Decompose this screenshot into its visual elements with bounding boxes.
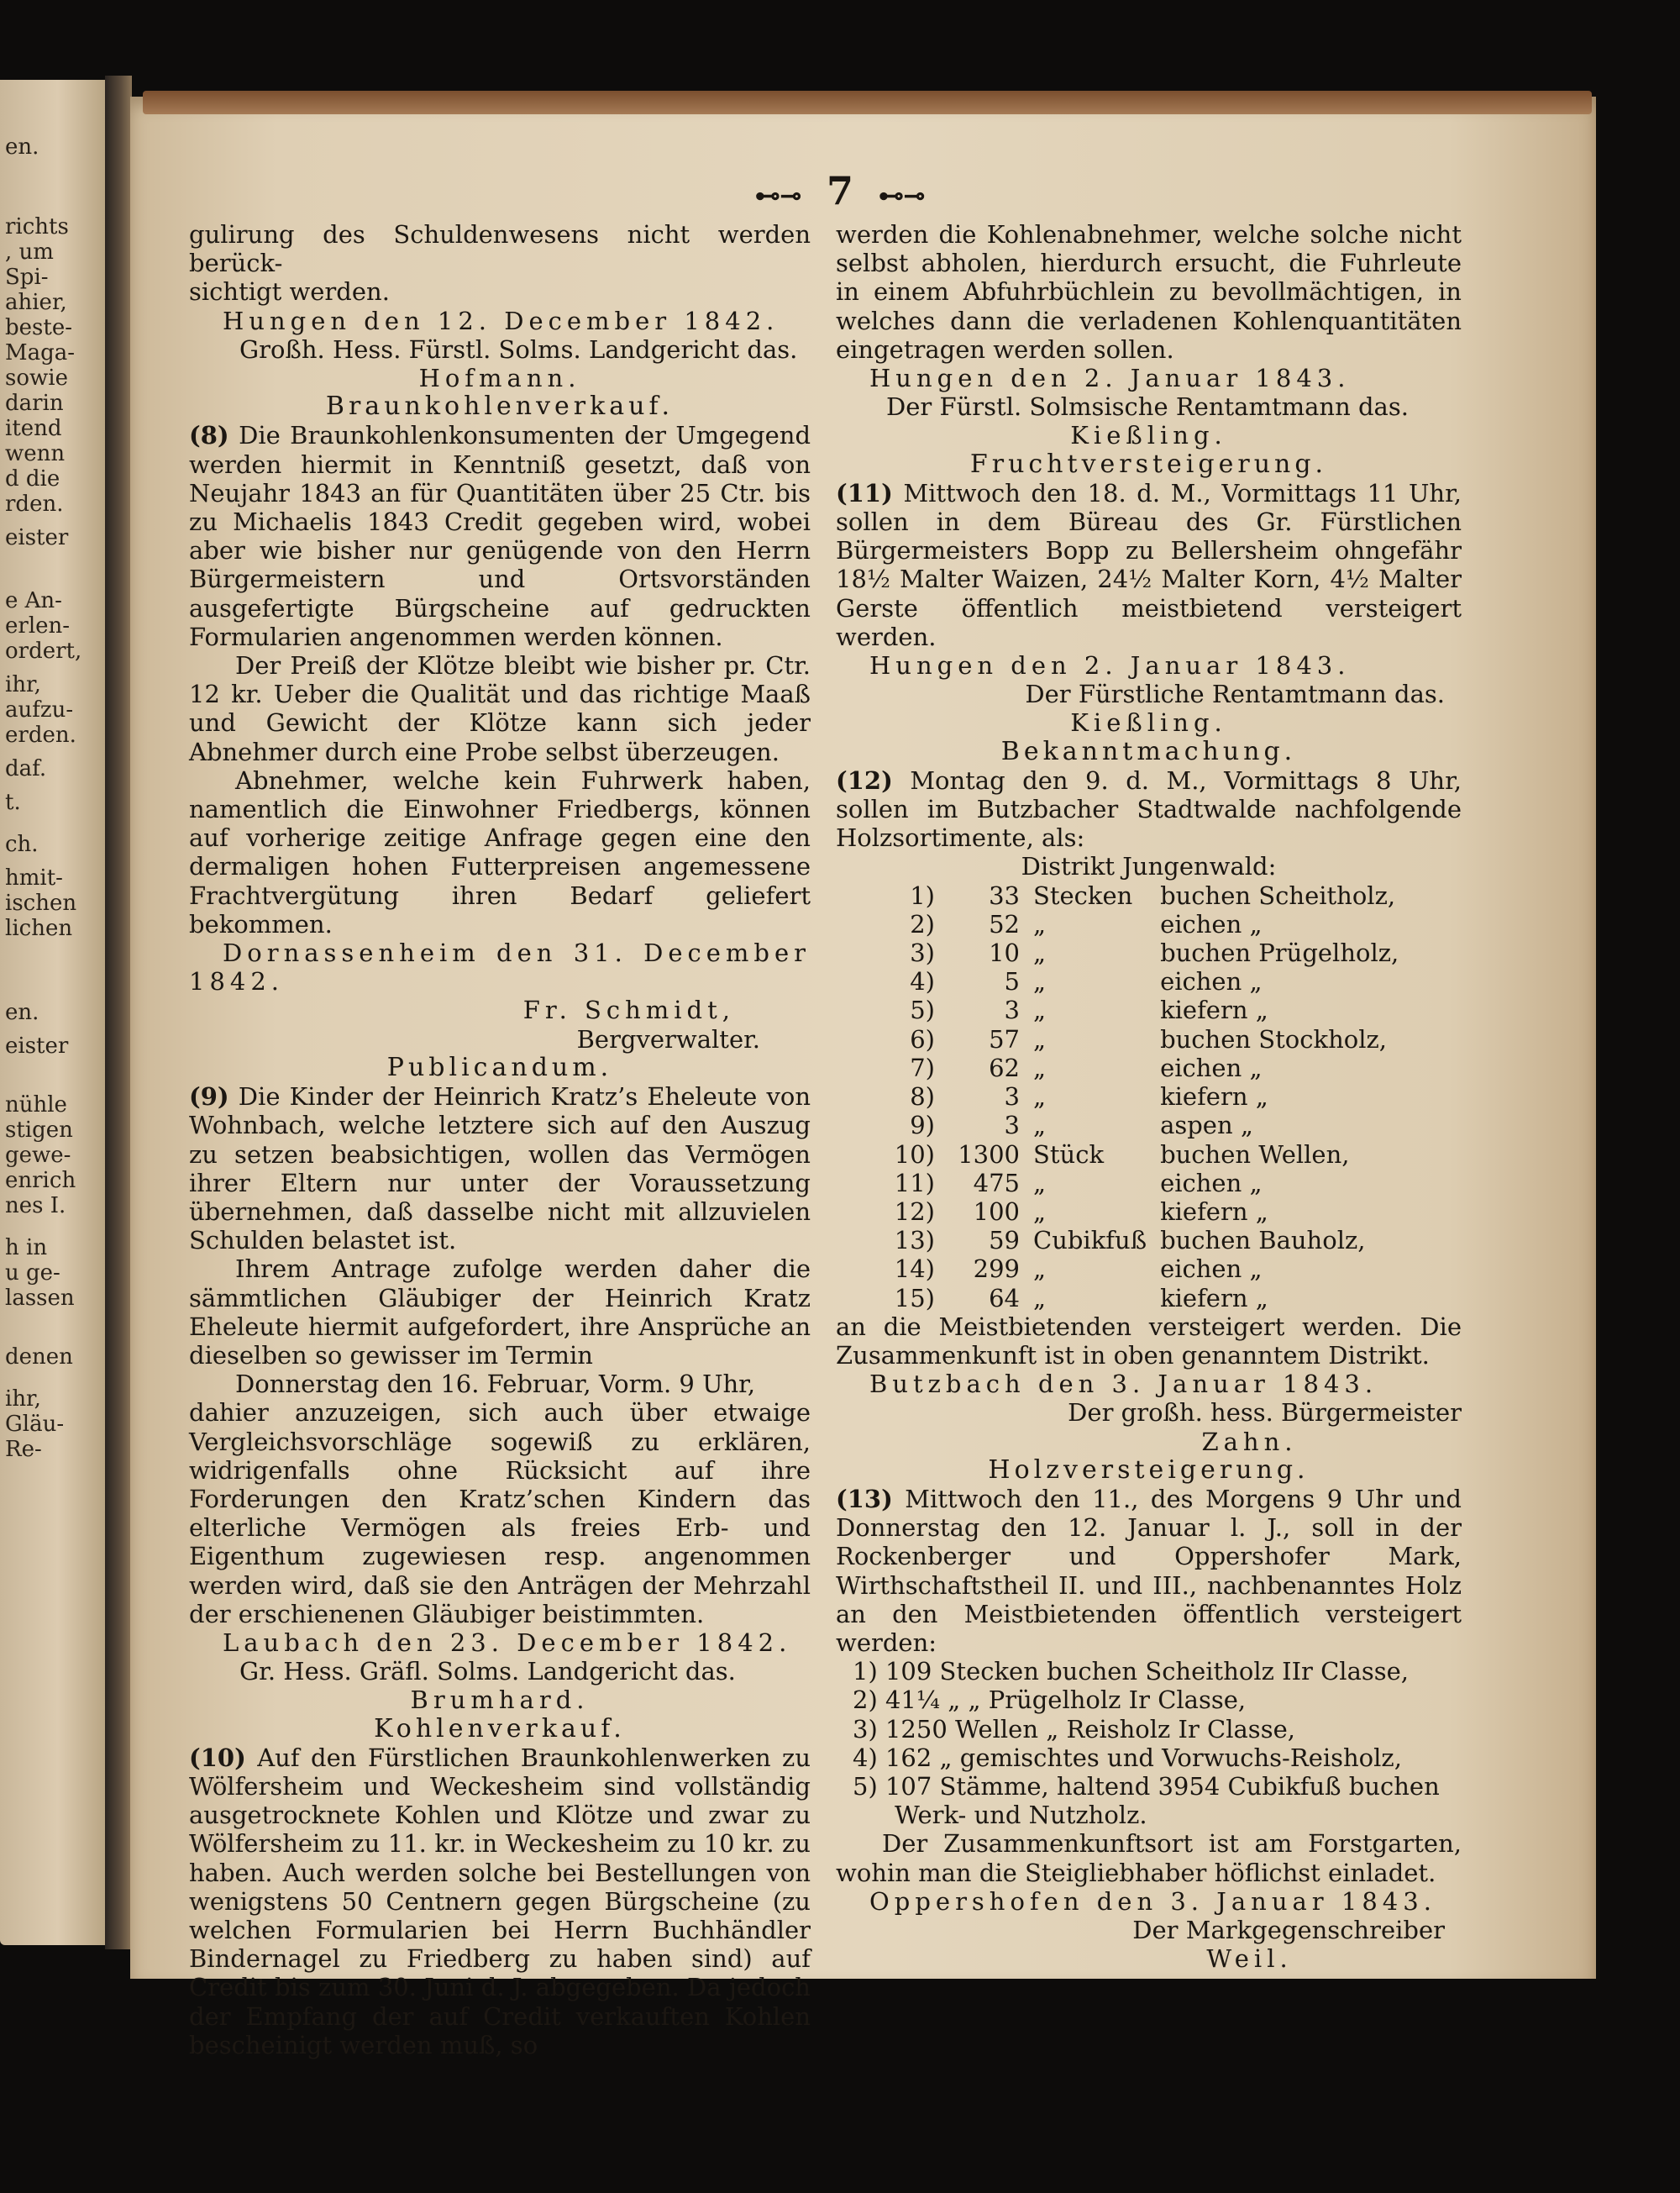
- notice-heading: Publicandum.: [386, 1052, 613, 1082]
- list-item: 5) 107 Stämme, haltend 3954 Cubikfuß buchen: [853, 1771, 1440, 1801]
- notice-place-date: Hungen den 12. December 1842.: [223, 306, 780, 335]
- margin-fragment: eister: [5, 525, 69, 550]
- lot-quantity: 1300: [958, 1139, 1020, 1169]
- table-row: [869, 967, 1405, 996]
- notice-text: Ihrem Antrage zufolge werden daher die sämmtlichen Gläubiger der Heinrich Kratz Eheleute hiermit aufgefordert, ihre Ansprüche an dieselben so gewisser im Termin: [189, 1254, 811, 1370]
- notice-body: [836, 479, 1462, 651]
- lot-unit: „: [1033, 909, 1047, 939]
- notice-text: Mittwoch den 11., des Morgens 9 Uhr und Donnerstag den 12. Januar l. J., soll in der Rockenberger und Oppershofer Mark, Wirthschaftstheil II. und III., nachbenanntes Holz an den Meistbietenden öffentlich versteigert werden:: [836, 1484, 1462, 1657]
- lot-unit: „: [1033, 1196, 1047, 1226]
- lot-wood-type: eichen „: [1160, 1053, 1263, 1082]
- margin-fragment: nühle: [5, 1092, 67, 1118]
- margin-fragment: d die: [5, 466, 60, 492]
- notice-authority: Großh. Hess. Fürstl. Solms. Landgericht das.: [239, 334, 798, 364]
- margin-fragment: nes I.: [5, 1193, 66, 1218]
- table-row: [869, 1226, 1405, 1254]
- notice-body: [836, 1485, 1462, 1657]
- notice-heading: Braunkohlenverkauf.: [325, 392, 675, 422]
- margin-fragment: gewe-: [5, 1143, 71, 1168]
- lot-number: 5): [910, 996, 935, 1025]
- lot-quantity: 64: [989, 1283, 1020, 1312]
- notice-body: [189, 421, 811, 651]
- notice-heading: Bekanntmachung.: [1000, 736, 1297, 766]
- margin-fragment: sowie: [5, 366, 68, 391]
- margin-fragment: beste-: [5, 315, 72, 340]
- lot-unit: „: [1033, 1053, 1047, 1082]
- notice-number: (8): [189, 421, 229, 450]
- notice-signer: Zahn.: [1201, 1427, 1298, 1456]
- notice-signer: Kießling.: [1070, 421, 1227, 450]
- lot-quantity: 3: [1004, 996, 1020, 1025]
- notice-number: (12): [836, 765, 893, 795]
- lot-unit: „: [1033, 1082, 1047, 1112]
- notice-place-date: Dornassenheim den 31. December 1842.: [189, 939, 811, 997]
- page-header: [0, 168, 1680, 213]
- notice-place-date: Laubach den 23. December 1842.: [223, 1628, 792, 1657]
- continued-text: werden die Kohlenabnehmer, welche solche nicht selbst abholen, hierdurch ersucht, die Fuhrleute in einem Abfuhrbüchlein zu bevollmächtigen, in welches dann die verladenen Kohlenquantitäten eingetragen werden sollen.: [836, 220, 1462, 364]
- wood-item-list: [853, 1657, 1462, 1829]
- table-row: [869, 996, 1405, 1024]
- table-row: [869, 1082, 1405, 1111]
- margin-fragment: e An-: [5, 588, 62, 613]
- margin-fragment: lichen: [5, 916, 73, 941]
- lot-number: 15): [894, 1283, 935, 1312]
- lot-number: 12): [894, 1196, 935, 1226]
- margin-fragment: Maga-: [5, 340, 76, 366]
- margin-fragment: enrich: [5, 1168, 76, 1193]
- lot-number: 7): [910, 1053, 935, 1082]
- table-row: [869, 1254, 1405, 1283]
- lot-number: 3): [910, 939, 935, 968]
- list-item-continued: Werk- und Nutzholz.: [895, 1801, 1147, 1830]
- lot-quantity: 10: [989, 939, 1020, 968]
- lot-unit: Stecken: [1033, 881, 1133, 910]
- table-row: [869, 1197, 1405, 1226]
- lot-unit: „: [1033, 939, 1047, 968]
- notice-place-date: Hungen den 2. Januar 1843.: [869, 364, 1351, 393]
- lot-number: 2): [910, 909, 935, 939]
- notice-number: (9): [189, 1082, 229, 1112]
- margin-fragment: Re-: [5, 1437, 42, 1462]
- notice-number: (11): [836, 478, 893, 507]
- notice-body: [189, 1743, 811, 2059]
- lot-unit: „: [1033, 996, 1047, 1025]
- list-item: 2) 41¼ „ „ Prügelholz Ir Classe,: [853, 1686, 1247, 1715]
- margin-fragment: ischen: [5, 891, 77, 916]
- margin-fragment: Spi-: [5, 265, 49, 290]
- margin-fragment: u ge-: [5, 1260, 60, 1286]
- continued-text-line: sichtigt werden.: [189, 277, 390, 307]
- notice-heading: Fruchtversteigerung.: [969, 449, 1328, 479]
- margin-fragment: t.: [5, 790, 21, 815]
- notice-text: Abnehmer, welche kein Fuhrwerk haben, namentlich die Einwohner Friedbergs, können auf vorherige zeitige Anfrage gegen eine den dermaligen hohen Futterpreisen angemessene Frachtvergütung ihren Bedarf geliefert bekommen.: [189, 765, 811, 939]
- notice-signer: Brumhard.: [410, 1686, 590, 1715]
- margin-fragment: richts: [5, 214, 69, 239]
- right-column: [836, 220, 1462, 1973]
- table-row: [869, 1169, 1405, 1197]
- lot-unit: Cubikfuß: [1033, 1226, 1147, 1255]
- margin-fragment: ahier,: [5, 290, 67, 315]
- table-row: [869, 939, 1405, 967]
- list-item: 4) 162 „ gemischtes und Vorwuchs-Reisholz,: [853, 1743, 1402, 1772]
- lot-unit: Stück: [1033, 1139, 1105, 1169]
- left-column: [189, 220, 811, 2059]
- lot-quantity: 5: [1004, 967, 1020, 997]
- list-item: 1) 109 Stecken buchen Scheitholz IIr Classe,: [853, 1657, 1410, 1686]
- notice-authority: Der Fürstliche Rentamtmann das.: [1025, 680, 1445, 709]
- lot-quantity: 57: [989, 1024, 1020, 1054]
- lot-number: 10): [894, 1139, 935, 1169]
- lot-number: 11): [894, 1168, 935, 1197]
- lot-quantity: 475: [973, 1168, 1020, 1197]
- district-name: Distrikt Jungenwald:: [1021, 852, 1277, 881]
- notice-signer: Hofmann.: [418, 364, 581, 393]
- margin-fragment: h in: [5, 1235, 48, 1260]
- margin-fragment: denen: [5, 1344, 73, 1370]
- lot-number: 4): [910, 967, 935, 997]
- lot-number: 14): [894, 1254, 935, 1284]
- page-number: 7: [826, 168, 853, 213]
- notice-authority: Gr. Hess. Gräfl. Solms. Landgericht das.: [239, 1657, 736, 1686]
- notice-date-line: Donnerstag den 16. Februar, Vorm. 9 Uhr,: [235, 1370, 756, 1399]
- margin-fragment: hmit-: [5, 865, 63, 891]
- margin-fragment: aufzu-: [5, 697, 74, 723]
- notice-signer: Fr. Schmidt,: [522, 996, 735, 1025]
- lot-wood-type: eichen „: [1160, 1168, 1263, 1197]
- notice-heading: Kohlenverkauf.: [374, 1713, 626, 1743]
- notice-authority: Der Markgegenschreiber: [1132, 1915, 1445, 1944]
- continued-text-line: gulirung des Schuldenwesens nicht werden berück-: [189, 220, 811, 278]
- notice-text: Montag den 9. d. M., Vormittags 8 Uhr, sollen im Butzbacher Stadtwalde nachfolgende Holzsortimente, als:: [836, 765, 1462, 853]
- ornament-left-icon: ⊷⊸: [754, 181, 801, 211]
- notice-number: (13): [836, 1484, 893, 1513]
- lot-quantity: 3: [1004, 1111, 1020, 1140]
- lot-quantity: 62: [989, 1053, 1020, 1082]
- lot-wood-type: kiefern „: [1160, 996, 1268, 1025]
- margin-fragment: darin: [5, 391, 64, 416]
- lot-wood-type: kiefern „: [1160, 1283, 1268, 1312]
- lot-number: 9): [910, 1111, 935, 1140]
- margin-fragment: ihr,: [5, 672, 41, 697]
- notice-text: Die Kinder der Heinrich Kratz’s Eheleute von Wohnbach, welche letztere sich auf den Auszug zu setzen beabsichtigen, wollen das Vermögen ihrer Eltern nur unter der Voraussetzung übernehmen, daß dasselbe nicht mit allzuvielen Schulden belastet ist.: [189, 1082, 811, 1255]
- table-row: [869, 1025, 1405, 1054]
- notice-signer: Kießling.: [1070, 708, 1227, 738]
- notice-text: Der Preiß der Klötze bleibt wie bisher pr. Ctr. 12 kr. Ueber die Qualität und das richtige Maaß und Gewicht der Klötze kann sich jeder Abnehmer durch eine Probe selbst überzeugen.: [189, 651, 811, 766]
- lot-wood-type: buchen Scheitholz,: [1160, 881, 1396, 910]
- lot-unit: „: [1033, 1024, 1047, 1054]
- lot-quantity: 100: [973, 1196, 1020, 1226]
- lot-table: [869, 881, 1405, 1312]
- margin-fragment: stigen: [5, 1118, 73, 1143]
- notice-place-date: Hungen den 2. Januar 1843.: [869, 651, 1351, 681]
- notice-signer-role: Bergverwalter.: [576, 1024, 760, 1054]
- margin-fragment: erden.: [5, 723, 76, 748]
- notice-authority: Der großh. hess. Bürgermeister: [1068, 1398, 1462, 1428]
- lot-unit: „: [1033, 1168, 1047, 1197]
- lot-wood-type: buchen Stockholz,: [1160, 1024, 1387, 1054]
- table-row: [869, 910, 1405, 939]
- notice-place-date: Butzbach den 3. Januar 1843.: [869, 1370, 1378, 1399]
- lot-unit: „: [1033, 1283, 1047, 1312]
- notice-text: an die Meistbietenden versteigert werden. Die Zusammenkunft ist in oben genanntem Distrikt.: [836, 1312, 1462, 1370]
- adjacent-page-edge: [0, 80, 105, 1945]
- notice-authority: Der Fürstl. Solmsische Rentamtmann das.: [886, 392, 1409, 422]
- lot-wood-type: buchen Prügelholz,: [1160, 939, 1399, 968]
- margin-fragment: Gläu-: [5, 1412, 65, 1437]
- lot-quantity: 3: [1004, 1082, 1020, 1112]
- book-gutter: [105, 76, 132, 1949]
- margin-fragment: itend: [5, 416, 62, 441]
- ornament-right-icon: ⊷⊸: [879, 181, 926, 211]
- table-row: [869, 1054, 1405, 1082]
- margin-fragment: lassen: [5, 1286, 75, 1311]
- margin-fragment: ordert,: [5, 639, 82, 664]
- margin-fragment: rden.: [5, 492, 64, 517]
- lot-number: 13): [894, 1226, 935, 1255]
- table-row: [869, 1140, 1405, 1169]
- lot-number: 8): [910, 1082, 935, 1112]
- table-row: [869, 1284, 1405, 1312]
- margin-fragment: ihr,: [5, 1386, 41, 1412]
- margin-fragment: , um: [5, 239, 54, 265]
- notice-signer: Weil.: [1206, 1944, 1293, 1974]
- table-row: [869, 881, 1405, 910]
- notice-body: [189, 1082, 811, 1254]
- notice-place-date: Oppershofen den 3. Januar 1843.: [869, 1886, 1436, 1916]
- notice-number: (10): [189, 1743, 246, 1772]
- margin-fragment: en.: [5, 134, 39, 160]
- margin-fragment: ch.: [5, 832, 39, 857]
- margin-fragment: eister: [5, 1033, 69, 1059]
- lot-quantity: 299: [973, 1254, 1020, 1284]
- lot-wood-type: eichen „: [1160, 1254, 1263, 1284]
- lot-wood-type: eichen „: [1160, 967, 1263, 997]
- lot-unit: „: [1033, 1254, 1047, 1284]
- notice-text: Auf den Fürstlichen Braunkohlenwerken zu Wölfersheim und Weckesheim sind vollständig ausgetrocknete Kohlen und Klötze und zwar zu Wölfersheim zu 11. kr. in Weckesheim zu 10 kr. zu haben. Auch werden solche bei Bestellungen von wenigstens 50 Centnern gegen Bürgscheine (zu welchen Formularien bei Herrn Buchhändler Bindernagel zu Friedberg zu haben sind) auf Credit bis zum 30. Juni d. J. abgegeben. Da jedoch der Empfang der auf Credit verkauften Kohlen bescheinigt werden muß, so: [189, 1743, 811, 2059]
- table-row: [869, 1111, 1405, 1139]
- lot-wood-type: aspen „: [1160, 1111, 1253, 1140]
- margin-fragment: daf.: [5, 756, 47, 781]
- notice-text: dahier anzuzeigen, sich auch über etwaige Vergleichsvorschläge sogewiß zu erklären, widrigenfalls ohne Rücksicht auf ihre Forderungen den Kratz’schen Kindern das elterliche Vermögen als freies Erb- und Eigenthum zugewiesen resp. angenommen werden wird, daß sie den Anträgen der Mehrzahl der erschienenen Gläubiger beistimmten.: [189, 1398, 811, 1628]
- lot-wood-type: eichen „: [1160, 909, 1263, 939]
- lot-number: 6): [910, 1024, 935, 1054]
- lot-quantity: 33: [989, 881, 1020, 910]
- notice-heading: Holzversteigerung.: [988, 1454, 1310, 1485]
- margin-fragment: erlen-: [5, 613, 71, 639]
- notice-text: Die Braunkohlenkonsumenten der Umgegend werden hiermit in Kenntniß gesetzt, daß von Neujahr 1843 an für Quantitäten über 25 Ctr. bis zu Michaelis 1843 Credit gegeben wird, wobei aber wie bisher nur genügende von den Herrn Bürgermeistern und Ortsvorständen ausgefertigte Bürgscheine auf gedruckten Formularien angenommen werden können.: [189, 421, 811, 651]
- notice-body: [836, 766, 1462, 853]
- lot-wood-type: buchen Wellen,: [1160, 1139, 1350, 1169]
- lot-quantity: 59: [989, 1226, 1020, 1255]
- lot-number: 1): [910, 881, 935, 910]
- margin-fragment: en.: [5, 1000, 39, 1025]
- list-item: 3) 1250 Wellen „ Reisholz Ir Classe,: [853, 1714, 1295, 1743]
- margin-fragment: wenn: [5, 441, 66, 466]
- lot-quantity: 52: [989, 909, 1020, 939]
- lot-wood-type: buchen Bauholz,: [1160, 1226, 1366, 1255]
- lot-wood-type: kiefern „: [1160, 1082, 1268, 1112]
- lot-unit: „: [1033, 967, 1047, 997]
- page-top-edge: [143, 91, 1592, 114]
- lot-wood-type: kiefern „: [1160, 1196, 1268, 1226]
- notice-text: Der Zusammenkunftsort ist am Forstgarten, wohin man die Steigliebhaber höflichst einladet.: [836, 1829, 1462, 1887]
- lot-unit: „: [1033, 1111, 1047, 1140]
- notice-text: Mittwoch den 18. d. M., Vormittags 11 Uhr, sollen in dem Büreau des Gr. Fürstlichen Bürgermeisters Bopp zu Bellersheim ohngefähr 18½ Malter Waizen, 24½ Malter Korn, 4½ Malter Gerste öffentlich meistbietend versteigert werden.: [836, 478, 1462, 651]
